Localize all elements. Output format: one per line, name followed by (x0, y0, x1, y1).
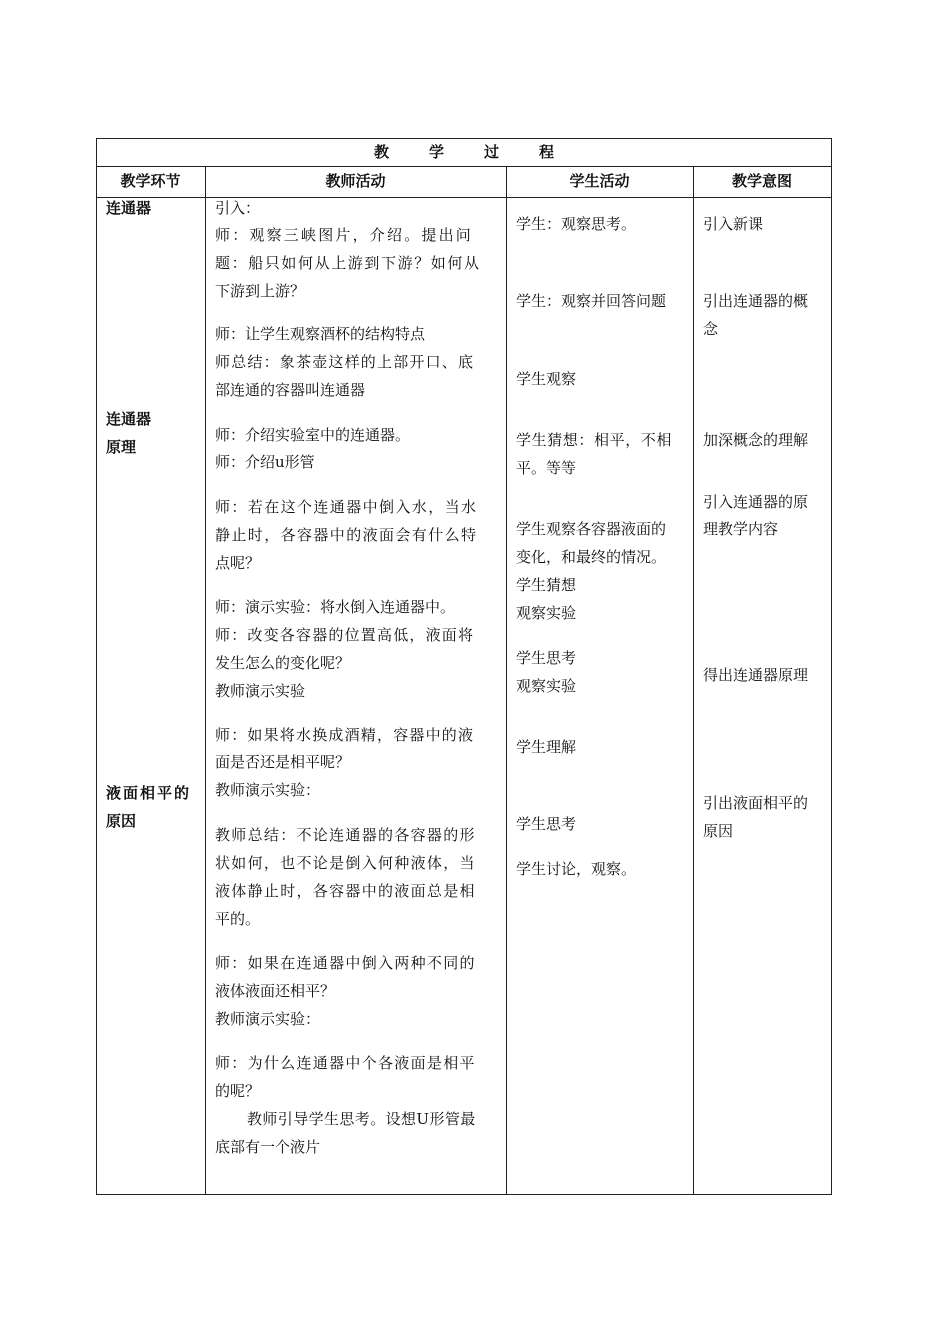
student-line: 学生：观察并回答问题 (516, 292, 667, 310)
teacher-line: 发生怎么的变化呢？ (215, 654, 351, 672)
teacher-line: 师：为什么连通器中个各液面是相平 (215, 1054, 476, 1072)
teacher-line: 师：让学生观察酒杯的结构特点 (215, 325, 426, 343)
teacher-line: 引入： (215, 199, 261, 217)
header-stage: 教学环节 (120, 172, 181, 190)
header-intent: 教学意图 (731, 172, 792, 190)
teacher-line: 教师引导学生思考。设想U形管最 (247, 1110, 476, 1128)
teacher-line: 师：如果将水换成酒精，容器中的液 (215, 726, 475, 744)
teacher-line: 师：改变各容器的位置高低，液面将 (215, 626, 475, 644)
stage-principle-line1: 连通器 (106, 410, 152, 428)
teacher-line: 底部有一个液片 (215, 1138, 321, 1156)
stage-reason-line1: 液面相平的 (106, 784, 192, 802)
teacher-line: 液体静止时，各容器中的液面总是相 (215, 882, 476, 900)
student-line: 学生思考 (516, 649, 577, 667)
teacher-line: 题：船只如何从上游到下游？如何从 (215, 254, 481, 272)
student-line: 平。等等 (516, 459, 577, 477)
student-line: 观察实验 (516, 604, 577, 622)
intent-line: 加深概念的理解 (703, 431, 809, 449)
teacher-line: 师：介绍u形管 (215, 453, 315, 471)
teacher-line: 的呢？ (215, 1082, 261, 1100)
intent-line: 引出液面相平的 (703, 794, 809, 812)
student-line: 学生：观察思考。 (516, 215, 637, 233)
stage-principle-line2: 原理 (106, 438, 137, 456)
teacher-line: 师：若在这个连通器中倒入水，当水 (215, 498, 478, 516)
teacher-line: 教师总结：不论连通器的各容器的形 (215, 826, 476, 844)
student-line: 学生猜想 (516, 576, 577, 594)
intent-line: 引入连通器的原 (703, 493, 809, 511)
header-teacher: 教师活动 (325, 172, 386, 190)
header-row-border (96, 197, 832, 198)
student-line: 学生理解 (516, 738, 577, 756)
student-line: 变化，和最终的情况。 (516, 548, 667, 566)
intent-line: 理教学内容 (703, 520, 779, 538)
intent-line: 念 (703, 320, 719, 338)
intent-line: 得出连通器原理 (703, 666, 809, 684)
teacher-line: 师：演示实验：将水倒入连通器中。 (215, 598, 456, 616)
column-divider-2 (506, 166, 507, 1195)
teacher-line: 下游到上游？ (215, 282, 306, 300)
teacher-line: 师：如果在连通器中倒入两种不同的 (215, 954, 476, 972)
column-divider-1 (205, 166, 206, 1195)
teacher-line: 平的。 (215, 910, 261, 928)
stage-reason-line2: 原因 (106, 812, 137, 830)
intent-line: 引出连通器的概 (703, 292, 809, 310)
student-line: 学生猜想：相平，不相 (516, 431, 673, 449)
table-title: 教 学 过 程 (373, 143, 555, 161)
student-line: 学生观察各容器液面的 (516, 520, 667, 538)
student-line: 观察实验 (516, 677, 577, 695)
teacher-line: 点呢？ (215, 554, 261, 572)
table-right-border (831, 138, 832, 1195)
table-left-border (96, 138, 97, 1195)
teacher-line: 教师演示实验： (215, 1010, 321, 1028)
teacher-line: 状如何，也不论是倒入何种液体，当 (215, 854, 476, 872)
teacher-line: 液体液面还相平？ (215, 982, 336, 1000)
teacher-line: 师总结：象茶壶这样的上部开口、底 (215, 353, 475, 371)
table-bottom-border (96, 1194, 832, 1195)
column-divider-3 (693, 166, 694, 1195)
teacher-line: 师：观察三峡图片，介绍。提出问 (215, 226, 474, 244)
teacher-line: 教师演示实验： (215, 781, 321, 799)
teacher-line: 部连通的容器叫连通器 (215, 381, 366, 399)
intent-line: 原因 (703, 822, 734, 840)
student-line: 学生讨论，观察。 (516, 860, 637, 878)
teacher-line: 面是否还是相平呢？ (215, 753, 351, 771)
teacher-line: 师：介绍实验室中的连通器。 (215, 426, 411, 444)
teacher-line: 教师演示实验 (215, 682, 306, 700)
student-line: 学生观察 (516, 370, 577, 388)
student-line: 学生思考 (516, 815, 577, 833)
teacher-line: 静止时，各容器中的液面会有什么特 (215, 526, 478, 544)
header-student: 学生活动 (569, 172, 630, 190)
stage-connector: 连通器 (106, 199, 152, 217)
intent-line: 引入新课 (703, 215, 764, 233)
